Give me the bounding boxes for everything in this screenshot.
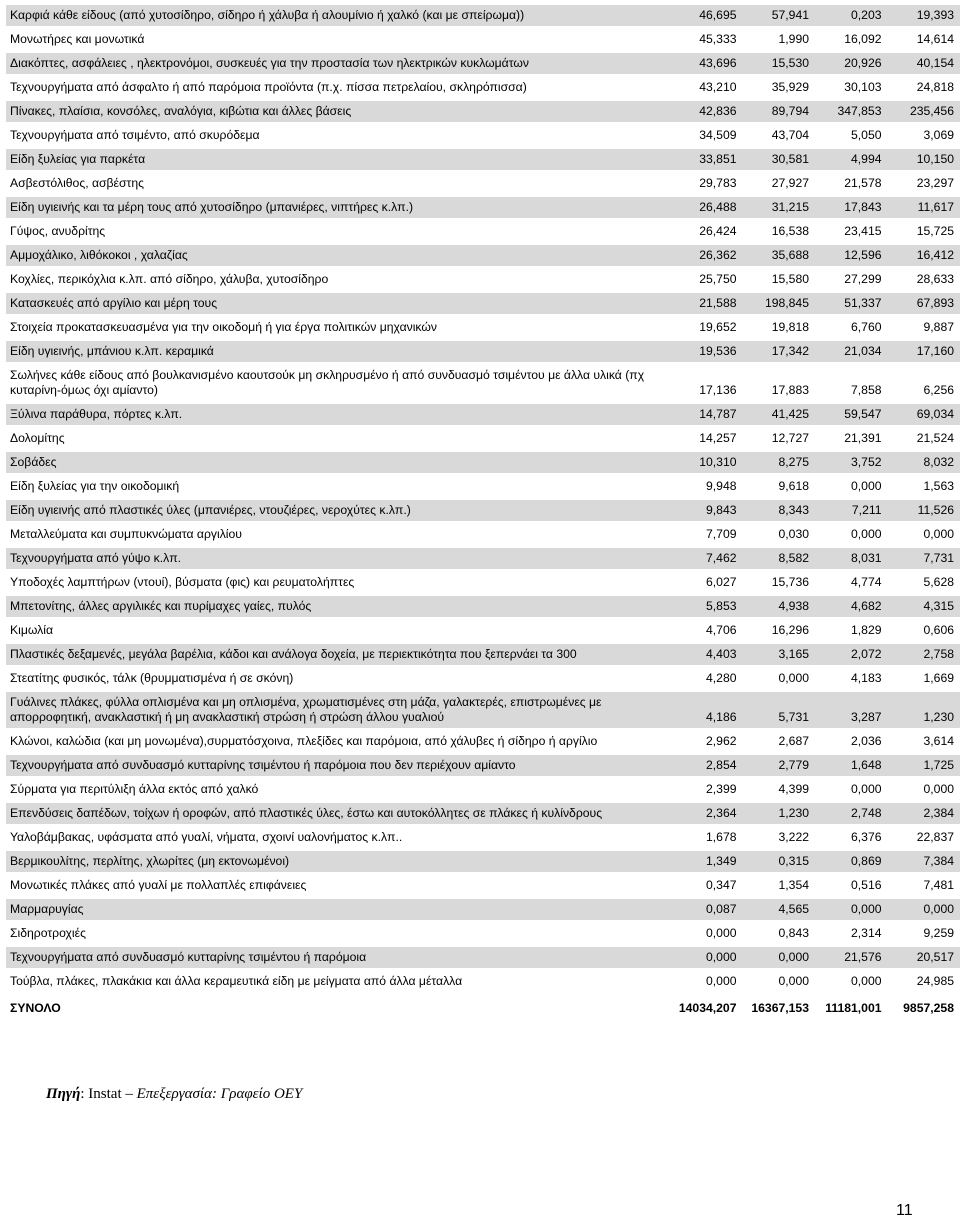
table-row [6,5,960,26]
row-value-4: 7,731 [888,548,960,569]
table-row [6,899,960,920]
row-value-2: 19,818 [771,320,809,334]
row-value-3: 59,547 [815,404,888,425]
row-description: Τεχνουργήματα από τσιμέντο, από σκυρόδεμα [10,128,260,142]
row-value-3: 21,578 [844,176,882,190]
table-row [6,245,960,266]
row-value-2: 16,538 [771,224,809,238]
row-value-1: 0,000 [706,974,737,988]
row-value-3: 1,829 [851,623,882,637]
row-description: Τεχνουργήματα από συνδυασμό κυτταρίνης τσιμέντου ή παρόμοια [6,947,670,968]
row-value-4: 5,628 [923,575,954,589]
row-description: Τεχνουργήματα από συνδυασμό κυτταρίνης τσιμέντου ή παρόμοια που δεν περιέχουν αμίαντο [6,755,670,776]
row-description: Πλαστικές δεξαμενές, μεγάλα βαρέλια, κάδοι και ανάλογα δοχεία, με περιεκτικότητα που ξεπερνάει τα 300 [6,644,670,665]
row-value-4: 0,000 [923,782,954,796]
row-value-4: 16,412 [888,245,960,266]
row-value-3: 4,994 [815,149,888,170]
table-row [6,875,960,896]
row-value-3: 21,034 [815,341,888,362]
row-value-1: 2,399 [706,782,737,796]
total-label: ΣΥΝΟΛΟ [10,1001,61,1015]
row-value-1: 43,696 [670,53,743,74]
row-value-4: 1,563 [923,479,954,493]
row-value-2: 89,794 [743,101,816,122]
table-row [6,596,960,617]
row-value-4: 21,524 [916,431,954,445]
row-value-1: 21,588 [670,293,743,314]
row-value-4: 7,384 [888,851,960,872]
row-value-3: 27,299 [844,272,882,286]
row-value-1: 45,333 [699,32,737,46]
page-number: 11 [896,1202,913,1219]
row-value-4: 3,614 [923,734,954,748]
row-value-2: 2,779 [743,755,816,776]
row-value-2: 0,843 [778,926,809,940]
row-value-2: 30,581 [743,149,816,170]
row-value-2: 35,688 [743,245,816,266]
row-value-4: 2,384 [888,803,960,824]
row-value-2: 3,222 [778,830,809,844]
row-description: Γύψος, ανυδρίτης [10,224,106,238]
row-value-3: 0,516 [851,878,882,892]
row-value-1: 14,787 [670,404,743,425]
row-description: Αμμοχάλικο, λιθόκοκοι , χαλαζίας [6,245,670,266]
table-row [6,476,960,497]
source-label: Πηγή [46,1086,81,1102]
row-description: Υποδοχές λαμπτήρων (ντουί), βύσματα (φις) και ρευματολήπτες [10,575,355,589]
row-description: Βερμικουλίτης, περλίτης, χλωρίτες (μη εκτονωμένοι) [6,851,670,872]
row-value-4: 24,985 [916,974,954,988]
row-value-4: 9,887 [923,320,954,334]
row-value-1: 46,695 [670,5,743,26]
row-value-1: 17,136 [699,383,737,397]
table-row [6,668,960,689]
row-value-2: 4,565 [743,899,816,920]
row-value-4: 8,032 [888,452,960,473]
row-value-1: 19,536 [670,341,743,362]
row-description: Τεχνουργήματα από γύψο κ.λπ. [6,548,670,569]
row-description: Κατασκευές από αργίλιο και μέρη τους [6,293,670,314]
row-description: Γυάλινες πλάκες, φύλλα οπλισμένα και μη οπλισμένα, χρωματισμένες στη μάζα, γαλακτερές, επιστρωμένες με απορροφητική, ανακλαστική ή μη ανακλαστική στρώση ή στρώση άλλου γυαλιού [6,692,670,728]
row-value-1: 33,851 [670,149,743,170]
row-description: Μεταλλεύματα και συμπυκνώματα αργιλίου [10,527,242,541]
table-row [6,53,960,74]
row-value-2: 2,687 [778,734,809,748]
row-description: Είδη υγιεινής, μπάνιου κ.λπ. κεραμικά [6,341,670,362]
row-value-2: 1,354 [778,878,809,892]
row-value-3: 0,000 [851,974,882,988]
imports-table [6,2,960,1022]
source-processing: Επεξεργασία: Γραφείο ΟΕΥ [136,1086,303,1102]
row-value-3: 0,203 [815,5,888,26]
row-value-4: 20,517 [888,947,960,968]
row-value-2: 8,582 [743,548,816,569]
row-description: Επενδύσεις δαπέδων, τοίχων ή οροφών, από πλαστικές ύλες, έστω και αυτοκόλλητες σε πλάκες ή κυλίνδρους [6,803,670,824]
row-value-1: 0,000 [706,926,737,940]
row-description: Στεατίτης φυσικός, τάλκ (θρυμματισμένα ή σε σκόνη) [10,671,294,685]
table-row [6,803,960,824]
table-row [6,923,960,944]
row-description: Μαρμαρυγίας [6,899,670,920]
table-row [6,827,960,848]
table-row [6,755,960,776]
row-value-3: 30,103 [844,80,882,94]
row-value-1: 0,087 [670,899,743,920]
row-value-3: 7,858 [851,383,882,397]
row-value-3: 17,843 [815,197,888,218]
row-value-1: 0,000 [670,947,743,968]
row-value-2: 0,000 [778,671,809,685]
row-description: Υαλοβάμβακας, υφάσματα από γυαλί, νήματα, σχοινί υαλονήματος κ.λπ.. [10,830,403,844]
row-value-2: 15,530 [743,53,816,74]
row-value-4: 15,725 [916,224,954,238]
table-row [6,851,960,872]
row-description: Είδη υγιεινής από πλαστικές ύλες (μπανιέρες, ντουζιέρες, νεροχύτες κ.λπ.) [6,500,670,521]
row-value-2: 12,727 [771,431,809,445]
row-value-1: 34,509 [699,128,737,142]
row-value-2: 8,343 [743,500,816,521]
row-value-3: 4,682 [815,596,888,617]
row-description: Σιδηροτροχιές [10,926,86,940]
table-row [6,341,960,362]
row-value-2: 27,927 [771,176,809,190]
row-value-2: 3,165 [743,644,816,665]
row-value-4: 0,000 [923,527,954,541]
row-value-1: 0,347 [706,878,737,892]
row-description: Δολομίτης [10,431,65,445]
row-value-1: 43,210 [699,80,737,94]
row-value-2: 0,030 [778,527,809,541]
row-value-3: 4,774 [851,575,882,589]
row-description: Σωλήνες κάθε είδους από βουλκανισμένο καουτσούκ μη σκληρυσμένο ή από συνδυασμό τσιμέντου με άλλα υλικά (πχ κυταρίνη-όμως όχι αμίαντο) [10,368,645,397]
row-value-2: 0,000 [778,974,809,988]
row-description: Ασβεστόλιθος, ασβέστης [10,176,144,190]
row-value-2: 17,342 [743,341,816,362]
row-value-4: 235,456 [888,101,960,122]
table-row [6,500,960,521]
row-value-3: 51,337 [815,293,888,314]
row-value-2: 198,845 [743,293,816,314]
row-value-4: 4,315 [888,596,960,617]
imports-table-body [6,5,960,992]
row-value-4: 0,606 [923,623,954,637]
row-value-3: 0,000 [851,479,882,493]
row-value-1: 19,652 [699,320,737,334]
row-value-2: 15,736 [771,575,809,589]
row-description: Τεχνουργήματα από άσφαλτο ή από παρόμοια προϊόντα (π.χ. πίσσα πετρελαίου, σκληρόπισσα) [10,80,527,94]
row-value-3: 7,211 [815,500,888,521]
row-value-3: 0,869 [815,851,888,872]
row-value-1: 42,836 [670,101,743,122]
row-value-3: 21,391 [844,431,882,445]
row-description: Τούβλα, πλάκες, πλακάκια και άλλα κεραμευτικά είδη με μείγματα από άλλα μέταλλα [10,974,463,988]
row-description: Καρφιά κάθε είδους (από χυτοσίδηρο, σίδηρο ή χάλυβα ή αλουμίνιο ή χαλκό (και με σπείρωμα)) [6,5,670,26]
table-row [6,452,960,473]
row-value-4: 6,256 [923,383,954,397]
row-value-3: 2,036 [851,734,882,748]
row-value-1: 7,709 [706,527,737,541]
row-value-2: 35,929 [771,80,809,94]
row-value-1: 2,854 [670,755,743,776]
row-value-4: 3,069 [923,128,954,142]
row-value-3: 20,926 [815,53,888,74]
row-value-3: 0,000 [851,527,882,541]
row-value-4: 17,160 [888,341,960,362]
row-description: Πίνακες, πλαίσια, κονσόλες, αναλόγια, κιβώτια και άλλες βάσεις [6,101,670,122]
row-value-1: 4,280 [706,671,737,685]
row-value-3: 21,576 [815,947,888,968]
row-description: Μονωτικές πλάκες από γυαλί με πολλαπλές επιφάνειες [10,878,307,892]
row-value-1: 5,853 [670,596,743,617]
row-value-3: 16,092 [844,32,882,46]
row-value-3: 23,415 [844,224,882,238]
row-value-4: 22,837 [916,830,954,844]
row-value-3: 8,031 [815,548,888,569]
row-description: Μπετονίτης, άλλες αργιλικές και πυρίμαχες γαίες, πυλός [6,596,670,617]
table-row [6,548,960,569]
row-value-4: 11,617 [888,197,960,218]
row-value-3: 6,760 [851,320,882,334]
table-row [6,269,960,290]
row-description: Μονωτήρες και μονωτικά [10,32,145,46]
table-row [6,29,960,50]
row-value-1: 26,488 [670,197,743,218]
row-value-2: 5,731 [743,692,816,728]
row-value-1: 26,362 [670,245,743,266]
row-value-2: 17,883 [771,383,809,397]
row-value-1: 29,783 [699,176,737,190]
row-value-2: 15,580 [771,272,809,286]
row-value-1: 10,310 [670,452,743,473]
row-value-4: 1,230 [888,692,960,728]
table-row [6,428,960,449]
row-value-2: 9,618 [778,479,809,493]
row-value-1: 1,349 [670,851,743,872]
source-colon: : [80,1086,89,1102]
row-value-4: 69,034 [888,404,960,425]
row-value-1: 4,186 [670,692,743,728]
row-value-3: 1,648 [815,755,888,776]
table-row [6,293,960,314]
total-value-2: 16367,153 [751,1001,809,1015]
table-row [6,971,960,992]
table-row [6,572,960,593]
row-value-1: 4,706 [706,623,737,637]
row-value-4: 10,150 [888,149,960,170]
row-description: Στοιχεία προκατασκευασμένα για την οικοδομή ή για έργα πολιτικών μηχανικών [10,320,437,334]
source-org: Instat – [88,1086,137,1102]
table-row [6,947,960,968]
table-row [6,317,960,338]
row-value-1: 9,843 [670,500,743,521]
row-value-4: 7,481 [923,878,954,892]
row-value-2: 16,296 [771,623,809,637]
table-row [6,692,960,728]
row-value-4: 28,633 [916,272,954,286]
table-row [6,404,960,425]
row-value-3: 2,072 [815,644,888,665]
row-value-2: 1,230 [743,803,816,824]
row-value-2: 31,215 [743,197,816,218]
row-value-3: 5,050 [851,128,882,142]
row-value-2: 1,990 [778,32,809,46]
row-value-1: 2,962 [706,734,737,748]
table-row [6,101,960,122]
row-value-3: 6,376 [851,830,882,844]
row-value-4: 40,154 [888,53,960,74]
row-value-1: 26,424 [699,224,737,238]
source-note [46,1086,302,1103]
row-value-2: 41,425 [743,404,816,425]
row-value-3: 3,287 [815,692,888,728]
total-value-3: 11181,001 [825,1001,882,1015]
row-value-1: 4,403 [670,644,743,665]
row-value-4: 23,297 [916,176,954,190]
row-value-2: 0,000 [743,947,816,968]
table-row [6,77,960,98]
row-value-1: 9,948 [706,479,737,493]
table-row [6,197,960,218]
row-value-3: 2,748 [815,803,888,824]
row-value-1: 2,364 [670,803,743,824]
row-value-1: 7,462 [670,548,743,569]
row-value-3: 2,314 [851,926,882,940]
row-value-2: 43,704 [771,128,809,142]
row-description: Σοβάδες [6,452,670,473]
row-value-3: 3,752 [815,452,888,473]
row-description: Ξύλινα παράθυρα, πόρτες κ.λπ. [6,404,670,425]
table-row [6,524,960,545]
table-row [6,173,960,194]
table-row [6,365,960,401]
table-row [6,221,960,242]
table-row [6,620,960,641]
table-row [6,779,960,800]
row-value-1: 1,678 [706,830,737,844]
row-value-4: 0,000 [888,899,960,920]
row-value-4: 9,259 [923,926,954,940]
row-description: Κιμωλία [10,623,53,637]
row-description: Είδη υγιεινής και τα μέρη τους από χυτοσίδηρο (μπανιέρες, νιπτήρες κ.λπ.) [6,197,670,218]
row-value-4: 11,526 [888,500,960,521]
table-row [6,149,960,170]
row-value-4: 67,893 [888,293,960,314]
table-row [6,644,960,665]
row-value-2: 8,275 [743,452,816,473]
total-value-1: 14034,207 [678,1001,737,1015]
row-value-2: 57,941 [743,5,816,26]
row-description: Διακόπτες, ασφάλειες , ηλεκτρονόμοι, συσκευές για την προστασία των ηλεκτρικών κυκλωμάτων [6,53,670,74]
row-description: Σύρματα για περιτύλιξη άλλα εκτός από χαλκό [10,782,259,796]
row-value-3: 4,183 [851,671,882,685]
row-value-4: 1,725 [888,755,960,776]
total-value-4: 9857,258 [903,1001,954,1015]
row-description: Είδη ξυλείας για την οικοδομική [10,479,180,493]
row-value-3: 12,596 [815,245,888,266]
row-value-4: 24,818 [916,80,954,94]
row-description: Κλώνοι, καλώδια (και μη μονωμένα),συρματόσχοινα, πλεξίδες και παρόμοια, από χάλυβες ή σίδηρο ή αργίλιο [10,734,598,748]
row-value-2: 4,938 [743,596,816,617]
row-value-4: 19,393 [888,5,960,26]
row-description: Είδη ξυλείας για παρκέτα [6,149,670,170]
row-value-3: 0,000 [851,782,882,796]
row-value-4: 14,614 [916,32,954,46]
row-description: Κοχλίες, περικόχλια κ.λπ. από σίδηρο, χάλυβα, χυτοσίδηρο [10,272,329,286]
row-value-1: 6,027 [706,575,737,589]
row-value-2: 4,399 [778,782,809,796]
row-value-3: 347,853 [815,101,888,122]
total-row [6,995,960,1019]
row-value-1: 14,257 [699,431,737,445]
table-row [6,125,960,146]
row-value-1: 25,750 [699,272,737,286]
row-value-3: 0,000 [815,899,888,920]
row-value-4: 1,669 [923,671,954,685]
table-row [6,731,960,752]
row-value-4: 2,758 [888,644,960,665]
row-value-2: 0,315 [743,851,816,872]
